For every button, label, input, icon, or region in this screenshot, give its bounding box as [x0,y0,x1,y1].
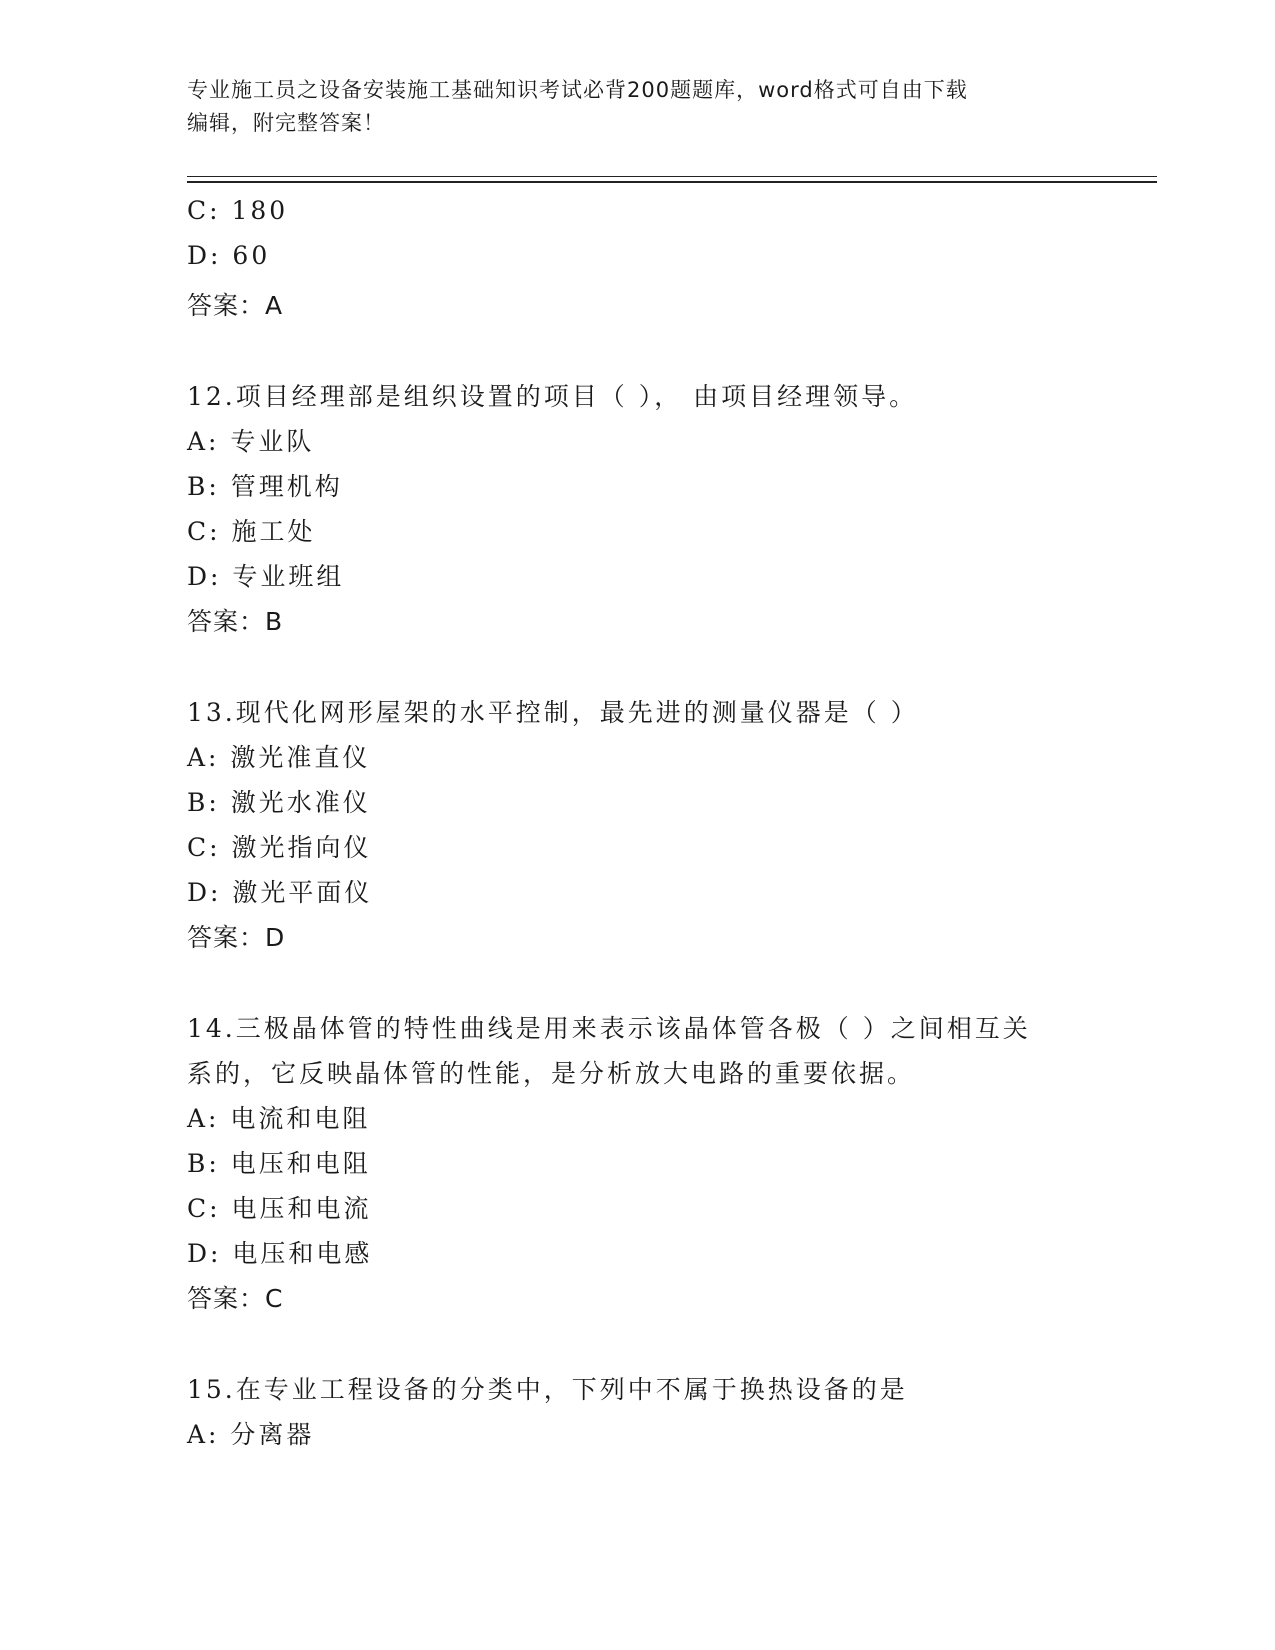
q13-question: 13.现代化网形屋架的水平控制，最先进的测量仪器是（ ） [187,698,919,727]
prev-option-d: D: 60 [187,241,271,270]
q13-answer: 答案：D [187,923,286,952]
header-divider-thin [187,176,1157,177]
q15-question: 15.在专业工程设备的分类中，下列中不属于换热设备的是 [187,1375,908,1404]
q14-option-b: B: 电压和电阻 [187,1149,371,1178]
header-line-2: 编辑，附完整答案！ [187,111,385,135]
prev-option-c: C: 180 [187,196,289,225]
q14-option-d: D: 电压和电感 [187,1239,373,1268]
document-header [187,74,1087,140]
q12-option-b: B: 管理机构 [187,472,343,501]
q13-option-a: A: 激光准直仪 [187,743,371,772]
prev-answer: 答案：A [187,291,284,320]
q12-option-d: D: 专业班组 [187,562,345,591]
q14-option-c: C: 电压和电流 [187,1194,372,1223]
q13-option-d: D: 激光平面仪 [187,878,373,907]
q12-option-c: C: 施工处 [187,517,316,546]
q14-question-line-1: 14.三极晶体管的特性曲线是用来表示该晶体管各极（ ）之间相互关 [187,1014,1031,1043]
q13-option-c: C: 激光指向仪 [187,833,372,862]
q12-question: 12.项目经理部是组织设置的项目（ ）， 由项目经理领导。 [187,382,918,411]
q13-option-b: B: 激光水准仪 [187,788,371,817]
q14-question-line-2: 系的，它反映晶体管的性能，是分析放大电路的重要依据。 [187,1059,916,1088]
q12-option-a: A: 专业队 [187,427,315,456]
q12-answer: 答案：B [187,607,284,636]
q14-option-a: A: 电流和电阻 [187,1104,371,1133]
q15-option-a: A: 分离器 [187,1420,315,1449]
header-divider-thick [187,181,1157,183]
q14-answer: 答案：C [187,1284,284,1313]
header-line-1: 专业施工员之设备安装施工基础知识考试必背200题题库，word格式可自由下载 [187,78,968,102]
